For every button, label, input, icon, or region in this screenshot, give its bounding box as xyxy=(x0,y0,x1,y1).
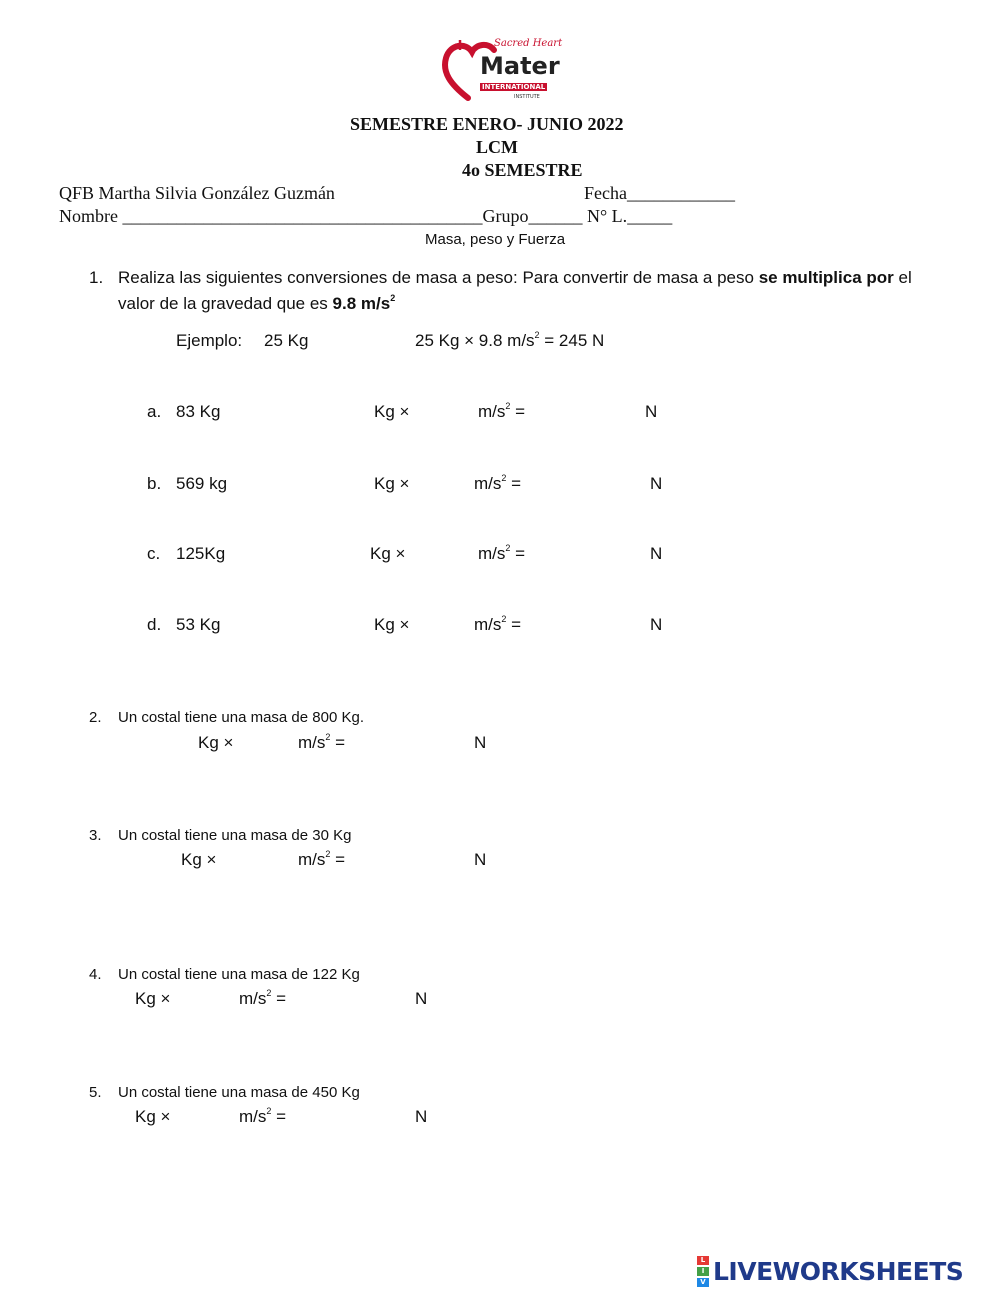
q1-number: 1. xyxy=(89,268,104,287)
school-logo xyxy=(440,36,563,108)
ms-sup: 2 xyxy=(505,543,511,553)
q5-text: Un costal tiene una masa de 450 Kg xyxy=(118,1084,360,1101)
ms-sup: 2 xyxy=(266,1106,272,1116)
item-d-ms[interactable] xyxy=(474,615,521,635)
logo-sub: INSTITUTE xyxy=(514,94,540,100)
ms-text: m/s xyxy=(478,544,506,563)
q3-number: 3. xyxy=(89,827,102,844)
q4-n[interactable]: N xyxy=(415,989,428,1008)
q5-ms[interactable] xyxy=(239,1107,286,1127)
q5-number: 5. xyxy=(89,1084,102,1101)
nombre-label: Nombre xyxy=(59,206,118,226)
eq-text: = xyxy=(506,615,522,634)
q4-text: Un costal tiene una masa de 122 Kg xyxy=(118,966,360,983)
nl-blank[interactable]: _____ xyxy=(627,206,673,226)
item-a-kg[interactable]: Kg × xyxy=(374,402,410,421)
logo-band: INTERNATIONAL xyxy=(482,83,546,91)
ms-text: m/s xyxy=(298,733,326,752)
item-a-letter: a. xyxy=(147,402,162,421)
grupo-label: Grupo xyxy=(482,206,529,226)
ms-sup: 2 xyxy=(501,614,507,624)
q3-ms[interactable] xyxy=(298,850,345,870)
nombre-blank[interactable]: ________________________________________ xyxy=(122,206,483,226)
item-b-mass: 569 kg xyxy=(176,474,228,493)
q4-kg[interactable]: Kg × xyxy=(135,989,171,1008)
ms-text: m/s xyxy=(474,615,502,634)
eq-text: = xyxy=(271,1107,287,1126)
q1-text-b: el xyxy=(893,268,912,287)
item-c-n[interactable]: N xyxy=(650,544,663,563)
q3-n[interactable]: N xyxy=(474,850,487,869)
worksheet-subtitle: Masa, peso y Fuerza xyxy=(425,231,566,248)
item-d-n[interactable]: N xyxy=(650,615,663,634)
ms-sup: 2 xyxy=(505,401,511,411)
teacher-name: QFB Martha Silvia González Guzmán xyxy=(59,183,335,203)
q5-n[interactable]: N xyxy=(415,1107,428,1126)
q4-number: 4. xyxy=(89,966,102,983)
liveworksheets-icon xyxy=(697,1256,709,1287)
q1-line2-a: valor de la gravedad que es xyxy=(118,294,333,313)
header-semester: SEMESTRE ENERO- JUNIO 2022 xyxy=(350,114,624,134)
q2-number: 2. xyxy=(89,709,102,726)
fecha-label: Fecha xyxy=(584,183,627,203)
ms-text: m/s xyxy=(478,402,506,421)
nl-label: N° L. xyxy=(586,206,628,226)
eq-text: = xyxy=(510,544,526,563)
eq-text: = xyxy=(271,989,287,1008)
fecha-field[interactable] xyxy=(584,183,735,204)
item-c-letter: c. xyxy=(147,544,161,563)
fecha-blank[interactable]: ____________ xyxy=(626,183,735,203)
ms-sup: 2 xyxy=(325,732,331,742)
header-lcm: LCM xyxy=(476,137,518,157)
q1-gravity: 9.8 m/s xyxy=(332,294,391,313)
eq-text: = xyxy=(330,733,346,752)
ms-text: m/s xyxy=(298,850,326,869)
liveworksheets-watermark xyxy=(697,1255,963,1287)
nombre-field[interactable] xyxy=(59,206,672,227)
lw-block-i: I xyxy=(697,1267,709,1276)
item-a-mass: 83 Kg xyxy=(176,402,221,421)
eq-text: = xyxy=(510,402,526,421)
q3-text: Un costal tiene una masa de 30 Kg xyxy=(118,827,352,844)
example-mass: 25 Kg xyxy=(264,331,309,350)
item-d-letter: d. xyxy=(147,615,162,634)
item-c-mass: 125Kg xyxy=(176,544,226,563)
lw-block-v: V xyxy=(697,1278,709,1287)
ms-sup: 2 xyxy=(325,849,331,859)
ms-text: m/s xyxy=(239,989,267,1008)
logo-script-text: Sacred Heart xyxy=(494,38,563,49)
eq-text: = xyxy=(330,850,346,869)
item-b-ms[interactable] xyxy=(474,474,521,494)
logo-brand: Mater xyxy=(480,52,560,80)
example-calc-b: = 245 N xyxy=(539,331,605,350)
q1-text-bold: se multiplica por xyxy=(758,268,894,287)
q2-text: Un costal tiene una masa de 800 Kg. xyxy=(118,709,364,726)
item-b-kg[interactable]: Kg × xyxy=(374,474,410,493)
q2-n[interactable]: N xyxy=(474,733,487,752)
ms-sup: 2 xyxy=(266,988,272,998)
item-b-letter: b. xyxy=(147,474,162,493)
example-calc-a: 25 Kg × 9.8 m/s xyxy=(415,331,535,350)
example-calc xyxy=(415,331,604,351)
liveworksheets-text: LIVEWORKSHEETS xyxy=(713,1256,964,1286)
item-c-ms[interactable] xyxy=(478,544,525,564)
lw-block-l: L xyxy=(697,1256,709,1265)
eq-text: = xyxy=(506,474,522,493)
ms-sup: 2 xyxy=(501,473,507,483)
q1-text-a: Realiza las siguientes conversiones de masa a peso: Para convertir de masa a peso xyxy=(118,268,759,287)
q2-ms[interactable] xyxy=(298,733,345,753)
item-d-kg[interactable]: Kg × xyxy=(374,615,410,634)
q5-kg[interactable]: Kg × xyxy=(135,1107,171,1126)
q3-kg[interactable]: Kg × xyxy=(181,850,217,869)
q1-text-line2 xyxy=(118,294,395,314)
example-label: Ejemplo: xyxy=(176,331,243,350)
item-d-mass: 53 Kg xyxy=(176,615,221,634)
ms-text: m/s xyxy=(474,474,502,493)
q1-text-line1 xyxy=(118,268,912,288)
item-a-ms[interactable] xyxy=(478,402,525,422)
q2-kg[interactable]: Kg × xyxy=(198,733,234,752)
item-c-kg[interactable]: Kg × xyxy=(370,544,406,563)
header-semester-number: 4o SEMESTRE xyxy=(462,160,583,180)
item-b-n[interactable]: N xyxy=(650,474,663,493)
q1-gravity-sup: 2 xyxy=(390,293,396,303)
item-a-n[interactable]: N xyxy=(645,402,658,421)
grupo-blank[interactable]: ______ xyxy=(528,206,583,226)
q4-ms[interactable] xyxy=(239,989,286,1009)
ms-text: m/s xyxy=(239,1107,267,1126)
example-sup: 2 xyxy=(534,330,540,340)
